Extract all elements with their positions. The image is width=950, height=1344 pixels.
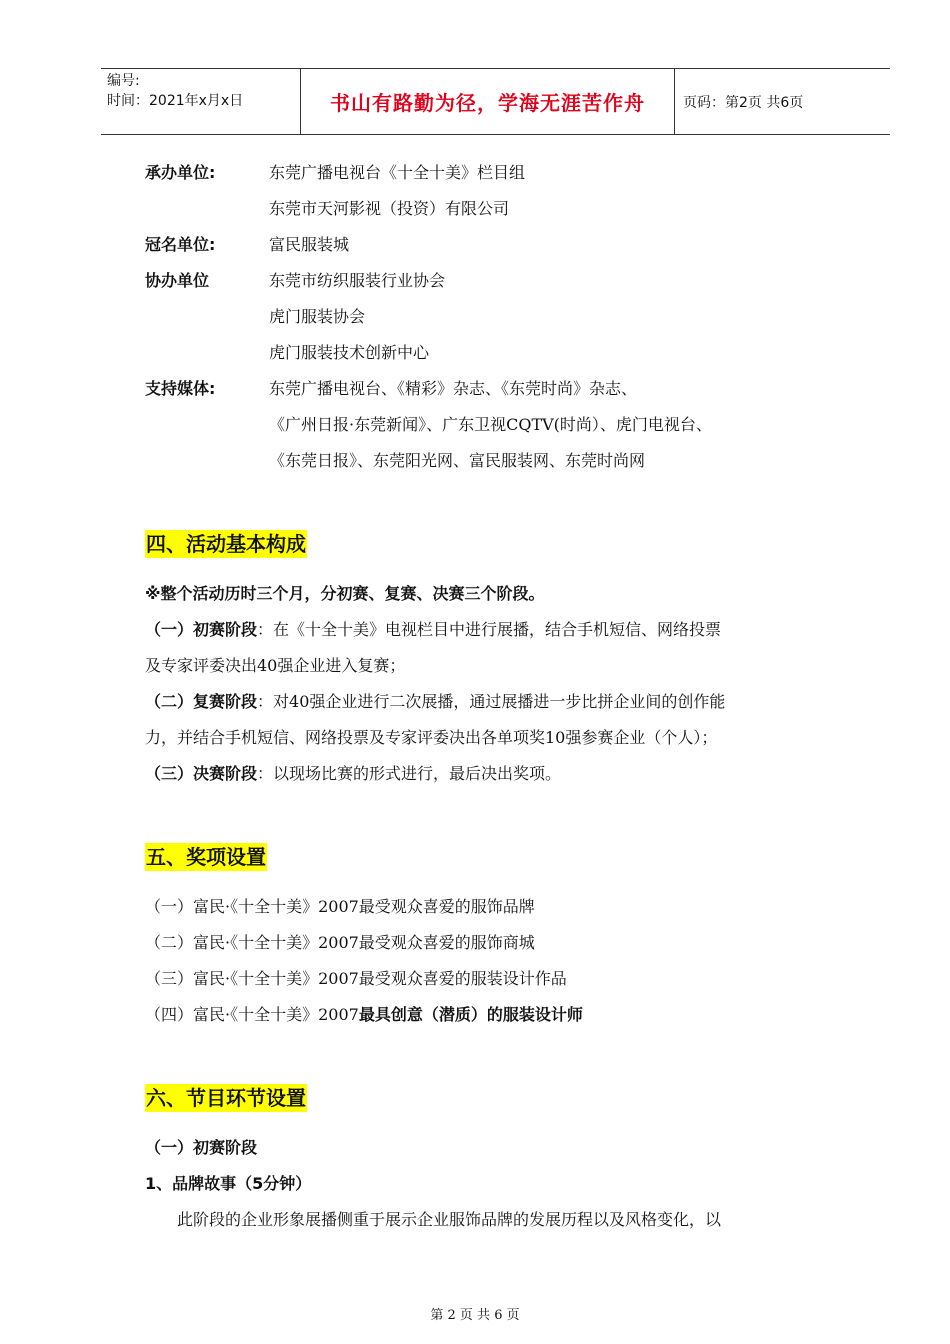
s6-sub1: （一）初赛阶段 bbox=[145, 1138, 258, 1157]
title-sponsor-label: 冠名单位: bbox=[145, 235, 216, 254]
s4-p3-text1: ：以现场比赛的形式进行，最后决出奖项。 bbox=[257, 764, 562, 783]
code-label: 编号: bbox=[107, 73, 140, 89]
co-organizer-row bbox=[145, 269, 445, 293]
host-1: 东莞广播电视台《十全十美》栏目组 bbox=[269, 163, 526, 182]
co-organizer-3: 虎门服装技术创新中心 bbox=[269, 343, 430, 362]
award-3: （三）富民·《十全十美》2007最受观众喜爱的服装设计作品 bbox=[145, 969, 567, 988]
s4-p2-line2: 力，并结合手机短信、网络投票及专家评委决出各单项奖10强参赛企业（个人）； bbox=[145, 728, 718, 747]
award-4 bbox=[145, 1003, 583, 1027]
award-1: （一）富民·《十全十美》2007最受观众喜爱的服饰品牌 bbox=[145, 897, 535, 916]
s6-para1: 此阶段的企业形象展播侧重于展示企业服饰品牌的发展历程以及风格变化，以 bbox=[177, 1210, 722, 1229]
s4-p3-line1 bbox=[145, 762, 561, 786]
award-4-bold: 最具创意（潜质）的服装设计师 bbox=[358, 1005, 583, 1024]
s4-p1-line2: 及专家评委决出40强企业进入复赛； bbox=[145, 656, 406, 675]
media-3: 《东莞日报》、东莞阳光网、富民服装网、东莞时尚网 bbox=[269, 451, 646, 470]
page-header bbox=[101, 68, 890, 135]
s4-p2-line1 bbox=[145, 690, 725, 714]
title-sponsor-row bbox=[145, 233, 349, 257]
s4-p1-text1: ：在《十全十美》电视栏目中进行展播，结合手机短信、网络投票 bbox=[257, 620, 722, 639]
co-organizer-2: 虎门服装协会 bbox=[269, 307, 366, 326]
section-5-heading: 五、奖项设置 bbox=[146, 845, 266, 869]
media-1: 东莞广播电视台、《精彩》杂志、《东莞时尚》杂志、 bbox=[269, 379, 638, 398]
co-organizer-label: 协办单位 bbox=[145, 271, 210, 290]
s4-p3-label: （三）决赛阶段 bbox=[145, 764, 258, 783]
media-label: 支持媒体: bbox=[145, 379, 216, 398]
award-2: （二）富民·《十全十美》2007最受观众喜爱的服饰商城 bbox=[145, 933, 535, 952]
section-6-heading: 六、节目环节设置 bbox=[146, 1086, 306, 1110]
host-label: 承办单位: bbox=[145, 163, 216, 182]
s4-p2-label: （二）复赛阶段 bbox=[145, 692, 258, 711]
section-4-heading: 四、活动基本构成 bbox=[146, 532, 306, 556]
media-row bbox=[145, 377, 637, 401]
host-2: 东莞市天河影视（投资）有限公司 bbox=[269, 199, 510, 218]
s4-intro: ※整个活动历时三个月，分初赛、复赛、决赛三个阶段。 bbox=[145, 584, 545, 603]
time-label: 时间：2021年x月x日 bbox=[107, 93, 244, 109]
host-row bbox=[145, 161, 525, 185]
page-footer: 第 2 页 共 6 页 bbox=[430, 1308, 520, 1323]
s4-p2-text1: ：对40强企业进行二次展播，通过展播进一步比拼企业间的创作能 bbox=[257, 692, 726, 711]
award-4-prefix: （四）富民·《十全十美》2007 bbox=[145, 1005, 359, 1024]
s4-p1-line1 bbox=[145, 618, 721, 642]
header-page-info: 页码：第2页 共6页 bbox=[683, 94, 804, 111]
s4-p1-label: （一）初赛阶段 bbox=[145, 620, 258, 639]
header-meta bbox=[101, 69, 301, 134]
title-sponsor-1: 富民服装城 bbox=[269, 235, 350, 254]
s6-item1: 1、品牌故事（5分钟） bbox=[145, 1174, 312, 1193]
header-motto: 书山有路勤为径，学海无涯苦作舟 bbox=[301, 69, 675, 134]
media-2: 《广州日报·东莞新闻》、广东卫视CQTV(时尚）、虎门电视台、 bbox=[269, 415, 712, 434]
co-organizer-1: 东莞市纺织服装行业协会 bbox=[269, 271, 446, 290]
